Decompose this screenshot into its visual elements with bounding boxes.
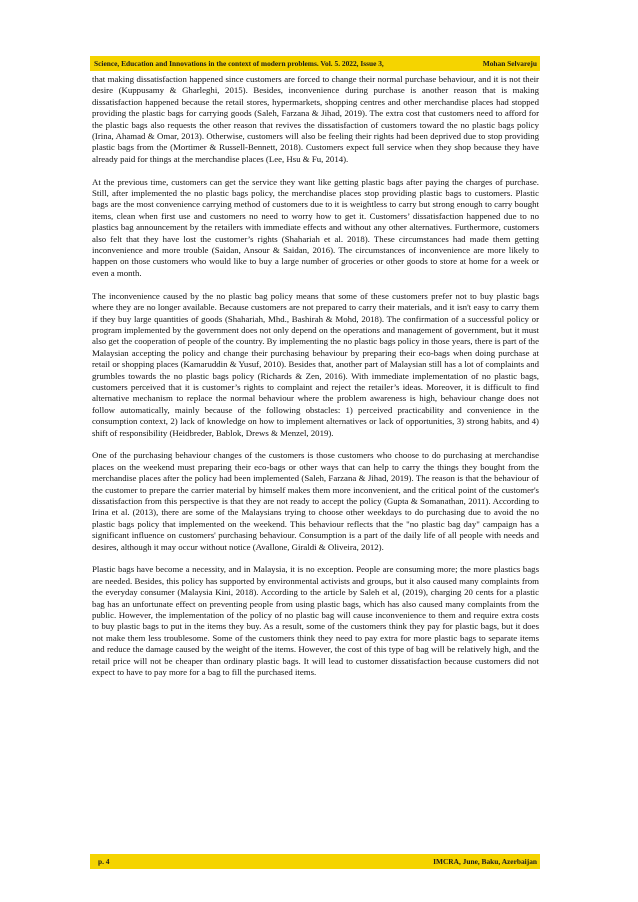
footer-conference: IMCRA, June, Baku, Azerbaijan (433, 857, 537, 866)
body-text (92, 74, 539, 690)
page-number: p. 4 (98, 857, 110, 866)
running-header (90, 56, 540, 71)
header-journal-title: Science, Education and Innovations in the context of modern problems. Vol. 5. 2022, Issue 3, (94, 59, 384, 68)
paragraph: One of the purchasing behaviour changes of the customers is those customers who choose to do purchasing at merchandise places on the weekend must preparing their eco-bags or other ways that can help to carry the things they bought from the merchandise places after the policy had been implemented (Saleh, Farzana & Jihad, 2019). The reason is that the behaviour of the customer to prepare the carrier material by himself makes them more inconvenient, and the critical point of the customer's dissatisfaction from this perspective is that they are not ready to accept the policy (Gupta & Somanathan, 2011). According to Irina et al. (2013), there are some of the Malaysians trying to choose other weekdays to do purchasing due to avoid the no plastic bags policy that implemented on the weekend. This behaviour reflects that the "no plastic bag day" campaign has a significant influence on customers' purchasing behaviour. Consumption is a part of the daily life of all people with needs and desires, although it may occur without notice (Avallone, Giraldi & Oliveira, 2012). (92, 450, 539, 552)
paragraph: The inconvenience caused by the no plastic bag policy means that some of these customers prefer not to buy plastic bags where they are no longer available. Because customers are not prepared to carry their materials, and it isn't easy to carry them if they buy large quantities of goods (Shahariah, Mhd., Bashirah & Mohd, 2018). The confirmation of a successful policy or program implemented by the government does not only depend on the operations and management of government, but it must also get the cooperation of people of the country. By implementing the no plastic bags policy in those years, there is part of the Malaysian accepting the policy and change their purchasing behaviour by preparing their eco-bags when doing purchase at retail or shopping places (Kamaruddin & Yusuf, 2010). Besides that, another part of Malaysian still has a lot of complaints and grumbles towards the no plastic bags policy (Richards & Zen, 2016). With immediate implementation of no plastic bags, customers perceived that it is customer’s rights to complaint and reject the retailer’s ideas. Moreover, it is difficult to find alternative mechanism to replace the normal behaviour where the problem awareness is high, behaviour change does not follow automatically, mainly because of the following obstacles: 1) perceived practicability and convenience in the consumption context, 2) lack of knowledge on how to implement alternatives or lack of opportunities, 3) strong habits, and 4) shift of responsibility (Heidbreder, Bablok, Drews & Menzel, 2019). (92, 290, 539, 438)
paragraph: At the previous time, customers can get the service they want like getting plastic bags after paying the charges of purchase. Still, after implemented the no plastic bags policy, the merchandise places stop providing plastic bags to customers. Plastic bags are the most convenience carrying method of customers due to it is weightless to carry but strong enough to carry bought items, clean when first use and customers no need to worry how to get it. Customers’ dissatisfaction happened due to no plastics bag announcement by the retailers with immediate effects and without any other alternatives. Furthermore, customers also felt that they have lost the customer’s rights (Shahariah et al. 2018). These circumstances had made them getting inconvenience and more trouble (Saidan, Ansour & Saidan, 2016). The circumstances of inconvenience are more likely to happen on those customers who would like to buy a large number of groceries or other goods to store at home for a week or even a month. (92, 176, 539, 278)
running-footer (90, 854, 540, 869)
paragraph: Plastic bags have become a necessity, and in Malaysia, it is no exception. People are consuming more; the more plastics bags are needed. Besides, this policy has supported by environmental activists and groups, but it also caused many complaints from the everyday consumer (Malaysia Kini, 2018). According to the article by Saleh et al, (2019), charging 20 cents for a plastic bag has an unfortunate effect on preventing people from using plastic bags, which has also caused many complaints from the public. However, the implementation of the policy of no plastic bag will cause inconvenience to them and require extra costs to buy plastic bags to put in the items they buy. As a result, some of the customers think they pay for plastic bags, but it does not make them less troublesome. Some of the customers think they need to pay extra for more plastic bags to separate items and reduce the damage caused by the weight of the items. However, the cost of this type of bag will be relatively high, and the retail price will not be cheaper than ordinary plastic bags. It will lead to customer dissatisfaction because customers did not expect to have to pay more for a bag to fill the purchased items. (92, 564, 539, 678)
header-author: Mohan Selvareju (482, 59, 537, 68)
paragraph: that making dissatisfaction happened since customers are forced to change their normal purchase behaviour, and it is not their desire (Kuppusamy & Gharleghi, 2015). Besides, inconvenience during purchase is another reason that is making dissatisfaction happened because the retail stores, hypermarkets, shopping centres and other merchandise places had stopped providing the plastic bags for carrying goods (Saleh, Farzana & Jihad, 2019). The extra cost that customers need to afford for the plastic bags also requests the other reason that revives the dissatisfaction of customers toward the no plastic bags policy (Irina, Ahamad & Omar, 2013). Otherwise, customers will also be feeling their rights had been deprived due to stop providing plastic bags from the (Mortimer & Russell-Bennett, 2018). Customers expect full service when they shop because they have already paid for things at the merchandise places (Lee, Hsu & Fu, 2014). (92, 74, 539, 164)
